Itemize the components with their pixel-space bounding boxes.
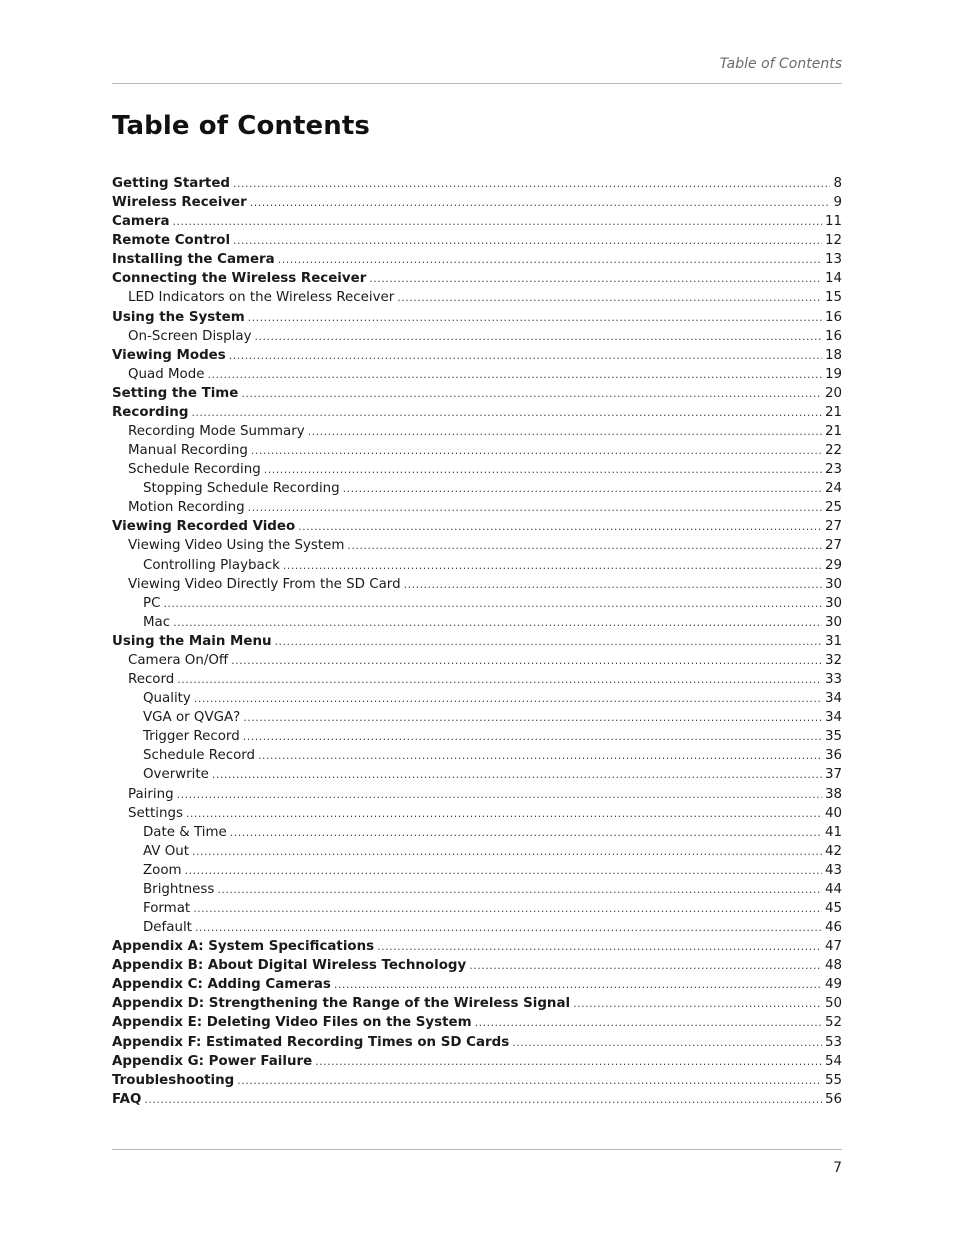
toc-entry-page: 24 <box>824 481 842 497</box>
toc-entry-page: 40 <box>824 805 842 821</box>
toc-entry[interactable] <box>112 346 842 365</box>
toc-entry-label: Appendix A: System Specifications <box>112 939 375 955</box>
toc-entry[interactable] <box>112 212 842 231</box>
toc-entry-page: 30 <box>824 614 842 630</box>
toc-entry-label: Date & Time <box>143 824 227 840</box>
dot-leader <box>192 842 822 861</box>
dot-leader <box>163 594 822 613</box>
toc-entry-page: 30 <box>824 576 842 592</box>
toc-entry-label: Format <box>143 900 191 916</box>
toc-entry-page: 13 <box>824 252 842 268</box>
toc-entry-page: 25 <box>824 500 842 516</box>
toc-entry[interactable] <box>112 556 842 575</box>
dot-leader <box>250 193 831 212</box>
toc-entry-label: Motion Recording <box>128 500 245 516</box>
toc-entry-label: PC <box>143 595 161 611</box>
toc-entry-page: 42 <box>824 843 842 859</box>
toc-entry[interactable] <box>112 880 842 899</box>
toc-entry-page: 49 <box>824 977 842 993</box>
dot-leader <box>258 746 822 765</box>
toc-entry-page: 36 <box>824 748 842 764</box>
toc-entry-label: AV Out <box>143 843 189 859</box>
dot-leader <box>573 994 822 1013</box>
dot-leader <box>404 575 822 594</box>
toc-entry-label: FAQ <box>112 1091 142 1107</box>
toc-entry-page: 23 <box>824 462 842 478</box>
toc-entry-page: 41 <box>824 824 842 840</box>
dot-leader <box>255 327 822 346</box>
toc-entry[interactable] <box>112 403 842 422</box>
dot-leader <box>251 441 822 460</box>
toc-entry-label: Overwrite <box>143 767 209 783</box>
toc-entry-page: 43 <box>824 862 842 878</box>
dot-leader <box>241 384 822 403</box>
toc-entry-page: 48 <box>824 958 842 974</box>
running-header: Table of Contents <box>719 56 842 72</box>
dot-leader <box>237 1071 822 1090</box>
toc-entry[interactable] <box>112 269 842 288</box>
toc-entry-label: Appendix G: Power Failure <box>112 1053 313 1069</box>
toc-entry-label: VGA or QVGA? <box>143 710 241 726</box>
dot-leader <box>397 288 822 307</box>
toc-entry-label: Appendix F: Estimated Recording Times on SD Cards <box>112 1034 510 1050</box>
dot-leader <box>230 823 822 842</box>
dot-leader <box>144 1090 822 1109</box>
dot-leader <box>233 231 822 250</box>
toc-entry-label: Recording <box>112 404 189 420</box>
toc-entry[interactable] <box>112 613 842 632</box>
dot-leader <box>193 899 822 918</box>
dot-leader <box>334 975 822 994</box>
toc-entry-page: 46 <box>824 920 842 936</box>
toc-entry[interactable] <box>112 727 842 746</box>
dot-leader <box>298 517 822 536</box>
toc-entry[interactable] <box>112 1071 842 1090</box>
toc-entry[interactable] <box>112 785 842 804</box>
toc-entry-label: Camera On/Off <box>128 652 229 668</box>
toc-entry[interactable] <box>112 193 842 212</box>
toc-entry[interactable] <box>112 918 842 937</box>
toc-entry-page: 52 <box>824 1015 842 1031</box>
toc-entry-page: 30 <box>824 595 842 611</box>
toc-entry[interactable] <box>112 689 842 708</box>
dot-leader <box>195 918 822 937</box>
dot-leader <box>308 422 822 441</box>
toc-entry[interactable] <box>112 746 842 765</box>
page-number: 7 <box>833 1160 842 1176</box>
dot-leader <box>173 212 822 231</box>
toc-entry-label: Quad Mode <box>128 366 205 382</box>
toc-entry-page: 54 <box>824 1053 842 1069</box>
toc-entry-page: 14 <box>824 271 842 287</box>
toc-entry-label: Settings <box>128 805 183 821</box>
dot-leader <box>243 708 822 727</box>
toc-entry-label: Controlling Playback <box>143 557 280 573</box>
toc-entry-page: 34 <box>824 691 842 707</box>
toc-entry-page: 21 <box>824 404 842 420</box>
toc-entry[interactable] <box>112 670 842 689</box>
dot-leader <box>377 937 822 956</box>
toc-entry-label: Camera <box>112 214 170 230</box>
toc-entry[interactable] <box>112 174 842 193</box>
toc-entry-label: Stopping Schedule Recording <box>143 481 340 497</box>
toc-entry-label: Wireless Receiver <box>112 195 247 211</box>
toc-entry-page: 35 <box>824 729 842 745</box>
dot-leader <box>177 785 822 804</box>
toc-entry-label: Record <box>128 672 175 688</box>
toc-entry-label: Zoom <box>143 862 182 878</box>
dot-leader <box>248 308 822 327</box>
toc-entry-page: 37 <box>824 767 842 783</box>
toc-entry[interactable] <box>112 365 842 384</box>
dot-leader <box>191 403 822 422</box>
toc-entry[interactable] <box>112 823 842 842</box>
toc-entry-label: Manual Recording <box>128 443 248 459</box>
toc-entry-page: 55 <box>824 1072 842 1088</box>
dot-leader <box>207 365 821 384</box>
toc-entry-page: 50 <box>824 996 842 1012</box>
toc-entry-label: Default <box>143 920 192 936</box>
toc-entry-label: Mac <box>143 614 171 630</box>
toc-entry[interactable] <box>112 994 842 1013</box>
dot-leader <box>315 1052 822 1071</box>
footer-divider <box>112 1149 842 1150</box>
dot-leader <box>229 346 822 365</box>
toc-entry-page: 12 <box>824 233 842 249</box>
toc-entry-page: 47 <box>824 939 842 955</box>
toc-entry-label: Viewing Video Directly From the SD Card <box>128 576 401 592</box>
toc-entry-page: 32 <box>824 652 842 668</box>
toc-entry[interactable] <box>112 1033 842 1052</box>
toc-entry-page: 16 <box>824 309 842 325</box>
toc-entry-label: On-Screen Display <box>128 328 252 344</box>
toc-entry-label: Trigger Record <box>143 729 240 745</box>
dot-leader <box>185 861 822 880</box>
dot-leader <box>177 670 822 689</box>
toc-entry[interactable] <box>112 1013 842 1032</box>
dot-leader <box>278 250 822 269</box>
toc-entry-label: Troubleshooting <box>112 1072 235 1088</box>
toc-entry-label: Appendix E: Deleting Video Files on the System <box>112 1015 472 1031</box>
dot-leader <box>347 536 822 555</box>
toc-entry-label: Recording Mode Summary <box>128 424 305 440</box>
toc-entry-label: Quality <box>143 691 191 707</box>
dot-leader <box>217 880 822 899</box>
dot-leader <box>194 689 822 708</box>
toc-entry[interactable] <box>112 479 842 498</box>
toc-entry-page: 16 <box>824 328 842 344</box>
toc-entry-label: Schedule Record <box>143 748 256 764</box>
toc-entry[interactable] <box>112 536 842 555</box>
table-of-contents <box>112 174 842 1109</box>
toc-entry-page: 21 <box>824 424 842 440</box>
toc-entry[interactable] <box>112 422 842 441</box>
toc-entry-page: 15 <box>824 290 842 306</box>
toc-entry-label: Viewing Recorded Video <box>112 519 296 535</box>
toc-entry[interactable] <box>112 975 842 994</box>
toc-entry-label: Schedule Recording <box>128 462 261 478</box>
dot-leader <box>469 956 822 975</box>
toc-entry-label: Remote Control <box>112 233 231 249</box>
dot-leader <box>248 498 822 517</box>
toc-entry[interactable] <box>112 1090 842 1109</box>
dot-leader <box>275 632 822 651</box>
toc-entry-label: Viewing Modes <box>112 347 226 363</box>
toc-entry-label: Installing the Camera <box>112 252 275 268</box>
toc-entry-page: 53 <box>824 1034 842 1050</box>
toc-entry-page: 56 <box>824 1091 842 1107</box>
dot-leader <box>512 1033 822 1052</box>
toc-entry-page: 31 <box>824 633 842 649</box>
toc-entry[interactable] <box>112 1052 842 1071</box>
page-title: Table of Contents <box>112 111 370 141</box>
toc-entry[interactable] <box>112 460 842 479</box>
toc-entry[interactable] <box>112 937 842 956</box>
toc-entry-page: 33 <box>824 672 842 688</box>
toc-entry[interactable] <box>112 498 842 517</box>
toc-entry-label: Getting Started <box>112 176 230 191</box>
toc-entry[interactable] <box>112 956 842 975</box>
dot-leader <box>283 556 822 575</box>
toc-entry-page: 8 <box>833 176 842 191</box>
toc-entry[interactable] <box>112 861 842 880</box>
toc-entry-page: 20 <box>824 385 842 401</box>
toc-entry[interactable] <box>112 575 842 594</box>
toc-entry-page: 27 <box>824 519 842 535</box>
toc-entry-page: 22 <box>824 443 842 459</box>
toc-entry[interactable] <box>112 517 842 536</box>
toc-entry[interactable] <box>112 651 842 670</box>
toc-entry[interactable] <box>112 765 842 784</box>
header-divider <box>112 83 842 84</box>
toc-entry-label: Connecting the Wireless Receiver <box>112 271 367 287</box>
toc-entry-label: Brightness <box>143 881 215 897</box>
toc-entry-page: 27 <box>824 538 842 554</box>
toc-entry-label: Pairing <box>128 786 174 802</box>
dot-leader <box>186 804 822 823</box>
dot-leader <box>233 174 830 193</box>
toc-entry-label: Appendix B: About Digital Wireless Technology <box>112 958 467 974</box>
toc-entry[interactable] <box>112 231 842 250</box>
toc-entry[interactable] <box>112 632 842 651</box>
toc-entry-page: 34 <box>824 710 842 726</box>
toc-entry-page: 9 <box>833 195 842 211</box>
toc-entry[interactable] <box>112 250 842 269</box>
dot-leader <box>369 269 822 288</box>
toc-entry-label: Viewing Video Using the System <box>128 538 345 554</box>
toc-entry[interactable] <box>112 708 842 727</box>
dot-leader <box>212 765 822 784</box>
toc-entry-page: 44 <box>824 881 842 897</box>
toc-entry-page: 18 <box>824 347 842 363</box>
toc-entry[interactable] <box>112 288 842 307</box>
toc-entry-label: Appendix D: Strengthening the Range of the Wireless Signal <box>112 996 571 1012</box>
dot-leader <box>173 613 822 632</box>
toc-entry-label: Appendix C: Adding Cameras <box>112 977 331 993</box>
toc-entry-page: 19 <box>824 366 842 382</box>
toc-entry[interactable] <box>112 308 842 327</box>
toc-entry[interactable] <box>112 804 842 823</box>
toc-entry[interactable] <box>112 441 842 460</box>
toc-entry-page: 11 <box>824 214 842 230</box>
toc-entry[interactable] <box>112 327 842 346</box>
toc-entry-page: 38 <box>824 786 842 802</box>
toc-entry[interactable] <box>112 594 842 613</box>
toc-entry-page: 45 <box>824 900 842 916</box>
toc-entry[interactable] <box>112 842 842 861</box>
toc-entry[interactable] <box>112 384 842 403</box>
toc-entry-label: Setting the Time <box>112 385 239 401</box>
toc-entry-label: Using the Main Menu <box>112 633 272 649</box>
dot-leader <box>231 651 822 670</box>
toc-entry-page: 29 <box>824 557 842 573</box>
dot-leader <box>343 479 822 498</box>
toc-entry-label: LED Indicators on the Wireless Receiver <box>128 290 395 306</box>
dot-leader <box>475 1013 822 1032</box>
dot-leader <box>243 727 822 746</box>
dot-leader <box>264 460 822 479</box>
toc-entry[interactable] <box>112 899 842 918</box>
toc-entry-label: Using the System <box>112 309 245 325</box>
